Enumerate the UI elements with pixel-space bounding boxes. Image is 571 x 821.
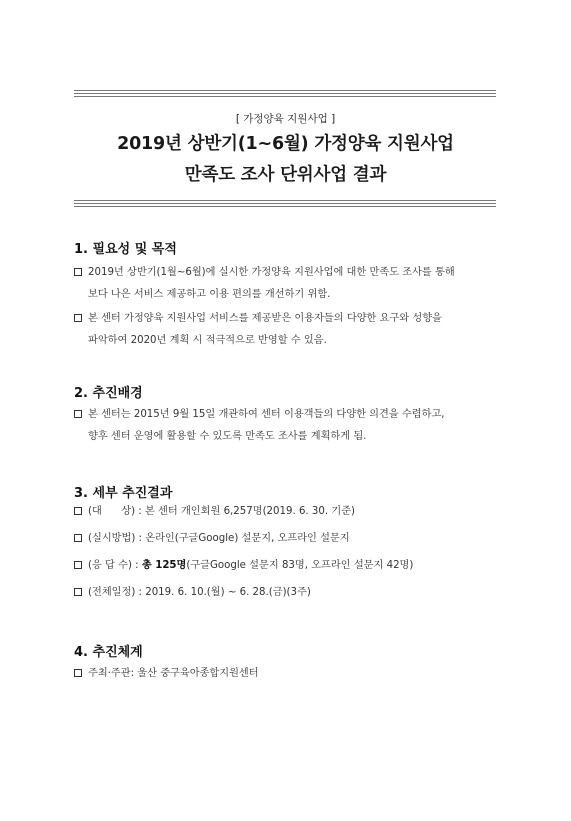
checkbox-square-icon	[74, 410, 82, 418]
checkbox-square-icon	[74, 669, 82, 677]
section-title-background: 2. 추진배경	[74, 386, 143, 401]
program-tag: [ 가정양육 지원사업 ]	[235, 113, 336, 125]
section-title-organization: 4. 추진체계	[74, 645, 143, 660]
checkbox-square-icon	[74, 588, 82, 596]
list-item: (실시방법) : 온라인(구글Google) 설문지, 오프라인 설문지	[74, 528, 504, 550]
list-item: 본 센터는 2015년 9월 15일 개관하여 센터 이용객들의 다양한 의견을 수렴하고, 향후 센터 운영에 활용할 수 있도록 만족도 조사를 계획하게 됨.	[74, 404, 504, 448]
checkbox-square-icon	[74, 268, 82, 276]
respondent-total: 총 125명	[141, 560, 187, 571]
document-title-line2: 만족도 조사 단위사업 결과	[184, 165, 387, 185]
checkbox-square-icon	[74, 314, 82, 322]
list-item: (대 상) : 본 센터 개인회원 6,257명(2019. 6. 30. 기준)	[74, 501, 504, 523]
header-bottom-rule	[74, 200, 496, 209]
list-item: 본 센터 가정양육 지원사업 서비스를 제공받은 이용자들의 다양한 요구와 성향을 파악하여 2020년 계획 시 적극적으로 반영할 수 있음.	[74, 308, 504, 352]
section-title-purpose: 1. 필요성 및 목적	[74, 242, 177, 257]
checkbox-square-icon	[74, 561, 82, 569]
document-title-line1: 2019년 상반기(1~6월) 가정양육 지원사업	[117, 134, 454, 154]
list-item: 2019년 상반기(1월~6월)에 실시한 가정양육 지원사업에 대한 만족도 조사를 통해 보다 나은 서비스 제공하고 이용 편의를 개선하기 위함.	[74, 262, 504, 306]
checkbox-square-icon	[74, 534, 82, 542]
section-title-results: 3. 세부 추진결과	[74, 486, 173, 501]
list-item: (전체일정) : 2019. 6. 10.(월) ~ 6. 28.(금)(3주)	[74, 582, 504, 604]
list-item: (응 답 수) : 총 125명(구글Google 설문지 83명, 오프라인 설문지 42명)	[74, 555, 504, 577]
header-top-rule	[74, 90, 496, 99]
checkbox-square-icon	[74, 507, 82, 515]
list-item: 주최·주관: 울산 중구육아종합지원센터	[74, 663, 504, 685]
